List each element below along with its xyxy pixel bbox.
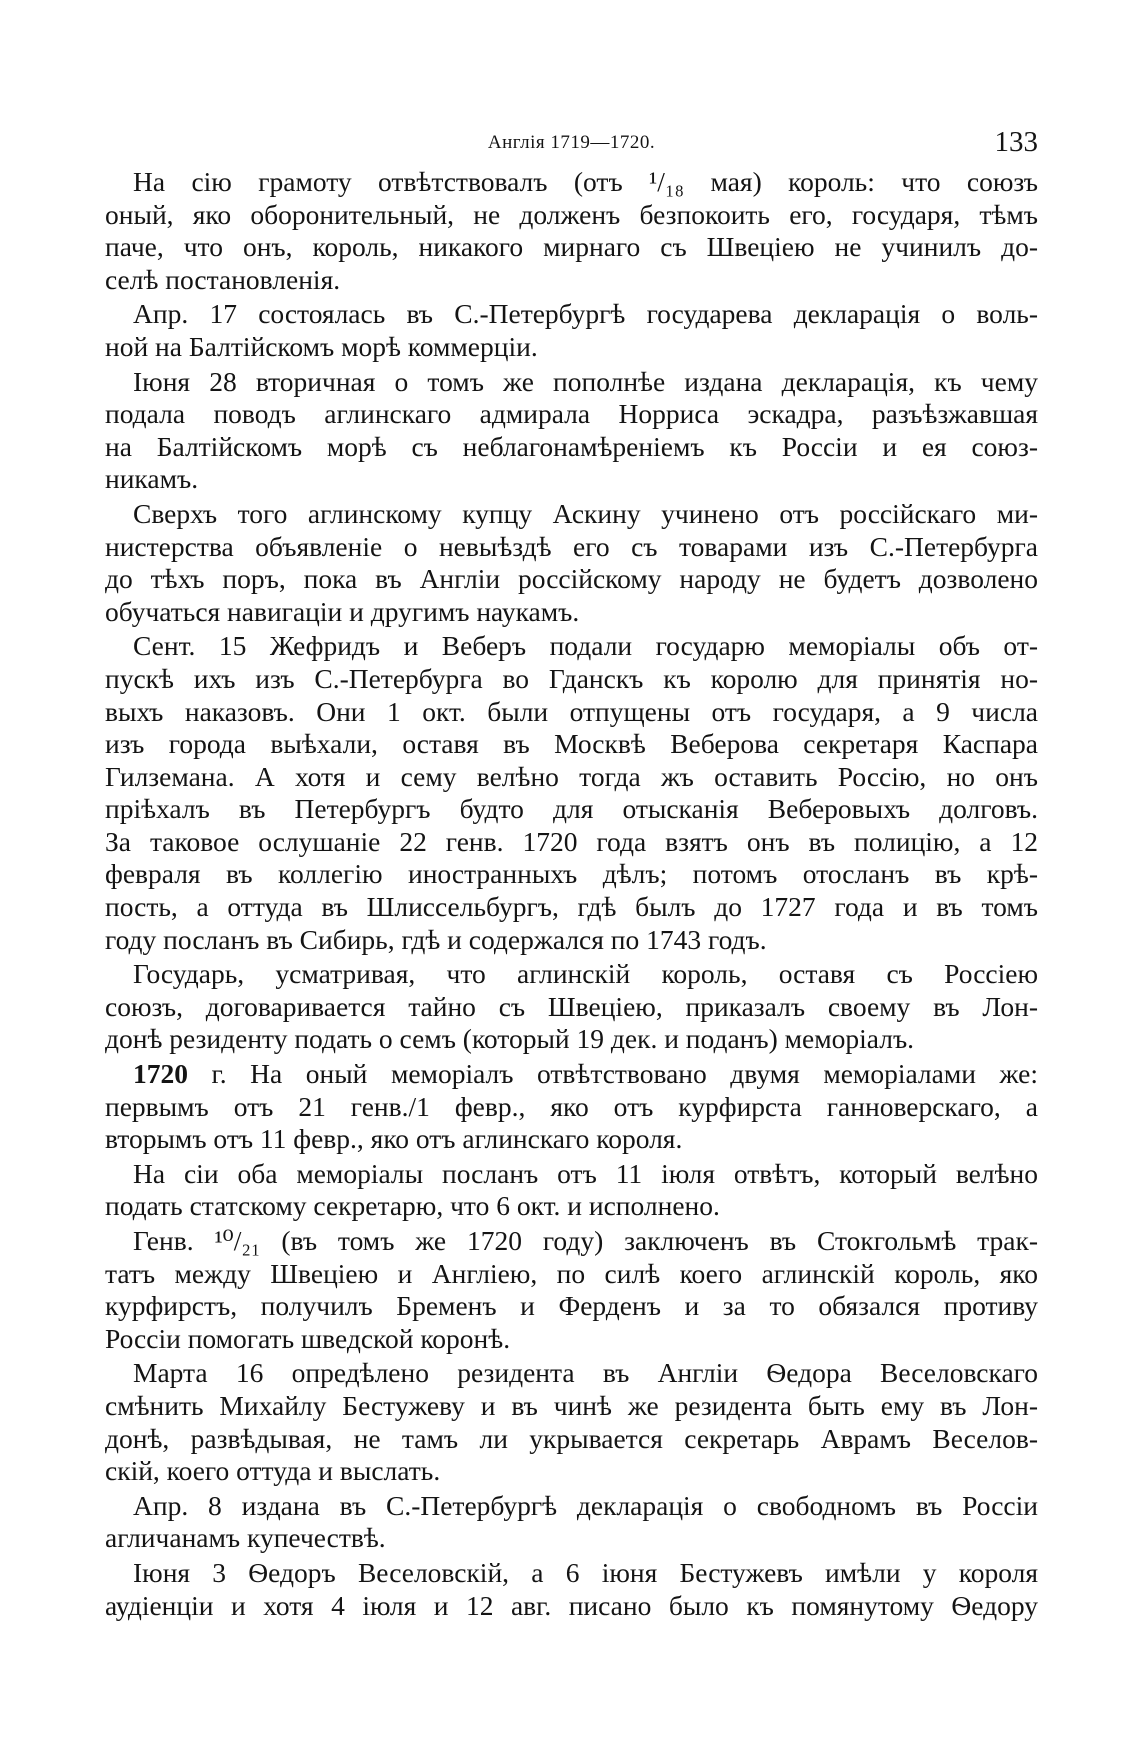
text-line: первымъ отъ 21 генв./1 февр., яко отъ курфирста ганноверскаго, а: [105, 1090, 1038, 1122]
text-line: На сіи оба меморіалы посланъ отъ 11 іюля отвѣтъ, который велѣно: [133, 1157, 1038, 1189]
text-line: подала поводъ аглинскаго адмирала Норриса эскадра, разъѣзжавшая: [105, 398, 1038, 430]
text-line: нистерства объявленіе о невыѣздѣ его съ товарами изъ С.-Петербурга: [105, 530, 1038, 562]
paragraph: [105, 1490, 1038, 1555]
text-line: паче, что онъ, король, никакого мирнаго съ Швеціею не учинилъ до-: [105, 231, 1038, 263]
text-line: [105, 1058, 1038, 1091]
text-line: пускѣ ихъ изъ С.-Петербурга во Гданскъ къ королю для принятія но-: [105, 662, 1038, 694]
text-line: Гилземана. А хотя и сему велѣно тогда жъ оставить Россію, но онъ: [105, 760, 1038, 792]
text-line: Марта 16 опредѣлено резидента въ Англіи Ѳедора Веселовскаго: [133, 1357, 1038, 1389]
text-line: Сент. 15 Жефридъ и Веберъ подали государю меморіалы объ от-: [133, 630, 1038, 662]
paragraph: [105, 1557, 1038, 1622]
paragraph: [105, 366, 1038, 496]
bold-year-lead: 1720: [133, 1058, 188, 1090]
text-line: татъ между Швеціею и Англіею, по силѣ коего аглинскій король, яко: [105, 1257, 1038, 1289]
text-line: вторымъ отъ 11 февр., яко отъ аглинскаго короля.: [105, 1123, 683, 1155]
running-title: Англія 1719—1720.: [487, 132, 656, 153]
text-line: аудіенціи и хотя 4 іюля и 12 авг. писано было къ помянутому Ѳедору: [105, 1589, 1038, 1621]
page-number: 133: [994, 126, 1038, 158]
text-line: обучаться навигаціи и другимъ наукамъ.: [105, 595, 580, 627]
text-line: пріѣхалъ въ Петербургъ будто для отысканія Веберовыхъ долговъ.: [105, 793, 1038, 825]
text-line: февраля въ коллегію иностранныхъ дѣлъ; потомъ отосланъ въ крѣ-: [105, 858, 1038, 890]
text-line: Апр. 17 состоялась въ С.-Петербургѣ государева декларація о воль-: [133, 298, 1038, 330]
text-line: году посланъ въ Сибирь, гдѣ и содержался по 1743 годъ.: [105, 923, 767, 955]
text-line: донѣ резиденту подать о семъ (который 19 дек. и поданъ) меморіалъ.: [105, 1023, 915, 1055]
text-line: селѣ постановленія.: [105, 263, 341, 295]
paragraph: [105, 166, 1038, 296]
text-line: донѣ, развѣдывая, не тамъ ли укрывается секретарь Аврамъ Веселов-: [105, 1422, 1038, 1454]
text-line: выхъ наказовъ. Они 1 окт. были отпущены отъ государя, а 9 числа: [105, 695, 1038, 727]
text-line: пость, а оттуда въ Шлиссельбургъ, гдѣ былъ до 1727 года и въ томъ: [105, 891, 1038, 923]
paragraph: [105, 498, 1038, 628]
text-line: ной на Балтійскомъ морѣ коммерціи.: [105, 330, 538, 362]
text-line: на Балтійскомъ морѣ съ неблагонамѣреніемъ къ Россіи и ея союз-: [105, 430, 1038, 462]
text-line: За таковое ослушаніе 22 генв. 1720 года взятъ онъ въ полицію, а 12: [105, 825, 1038, 857]
text-line: смѣнить Михайлу Бестужеву и въ чинѣ же резидента быть ему въ Лон-: [105, 1389, 1038, 1421]
paragraph: [105, 1357, 1038, 1487]
text-line: скій, коего оттуда и выслать.: [105, 1455, 441, 1487]
text-line: агличанамъ купечествѣ.: [105, 1522, 386, 1554]
text-line: оный, яко оборонительный, не долженъ безпокоить его, государя, тѣмъ: [105, 198, 1038, 230]
text-line: Іюня 28 вторичная о томъ же пополнѣе издана декларація, къ чему: [133, 365, 1038, 397]
text-line: Генв. ¹⁰/₂₁ (въ томъ же 1720 году) заключенъ въ Стокгольмѣ трак-: [133, 1225, 1038, 1256]
text-line: Іюня 3 Ѳедоръ Веселовскій, а 6 іюня Бестужевъ имѣли у короля: [133, 1556, 1038, 1588]
text-line: курфирстъ, получилъ Бременъ и Ферденъ и за то обязался противу: [105, 1290, 1038, 1322]
text-line: Апр. 8 издана въ С.-Петербургѣ декларація о свободномъ въ Россіи: [133, 1489, 1038, 1521]
text-line: На сію грамоту отвѣтствовалъ (отъ ¹/₁₈ мая) король: что союзъ: [133, 166, 1038, 197]
text-line: союзъ, договаривается тайно съ Швеціею, приказалъ своему въ Лон-: [105, 990, 1038, 1022]
text-line: Государь, усматривая, что аглинскій король, оставя съ Россіею: [133, 958, 1038, 990]
text-line: никамъ.: [105, 463, 199, 495]
page-header: [105, 126, 1038, 160]
paragraph: [105, 630, 1038, 956]
paragraph: [105, 298, 1038, 363]
paragraph: [105, 1225, 1038, 1355]
paragraph: [105, 1158, 1038, 1223]
page-body: [105, 166, 1038, 1624]
text-line: подать статскому секретарю, что 6 окт. и исполнено.: [105, 1190, 720, 1222]
text-line-rest: г. На оный меморіалъ отвѣтствовано двумя меморіалами же:: [188, 1058, 1038, 1090]
text-line: Россіи помогать шведской коронѣ.: [105, 1322, 511, 1354]
text-line: Сверхъ того аглинскому купцу Аскину учинено отъ россійскаго ми-: [133, 497, 1038, 529]
text-line: изъ города выѣхали, оставя въ Москвѣ Веберова секретаря Каспара: [105, 728, 1038, 760]
paragraph: [105, 1058, 1038, 1156]
paragraph: [105, 958, 1038, 1056]
text-line: до тѣхъ поръ, пока въ Англіи россійскому народу не будетъ дозволено: [105, 563, 1038, 595]
